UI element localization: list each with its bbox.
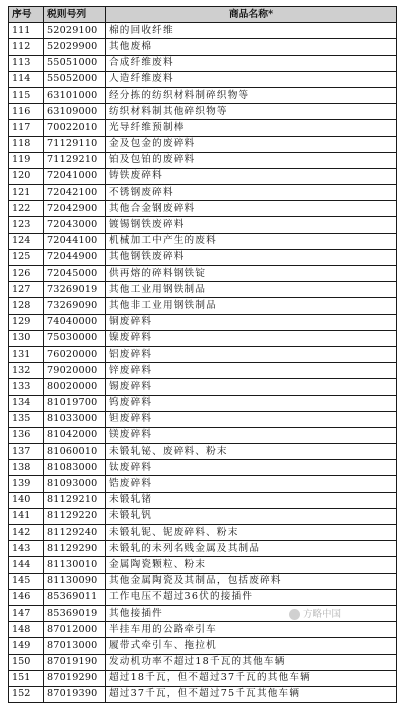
cell-tariff-code: 72043000 bbox=[44, 217, 106, 233]
cell-tariff-code: 87019190 bbox=[44, 654, 106, 670]
table-row bbox=[9, 589, 397, 605]
table-row bbox=[9, 217, 397, 233]
table-row bbox=[9, 266, 397, 282]
table-row bbox=[9, 460, 397, 476]
cell-serial-number: 140 bbox=[9, 492, 44, 508]
cell-product-name: 超过18千瓦，但不超过37千瓦的其他车辆 bbox=[106, 670, 397, 686]
cell-product-name: 钨废碎料 bbox=[106, 395, 397, 411]
table-row bbox=[9, 233, 397, 249]
cell-serial-number: 137 bbox=[9, 444, 44, 460]
cell-product-name: 其他合金钢废碎料 bbox=[106, 201, 397, 217]
cell-product-name: 其他钢铁废碎料 bbox=[106, 249, 397, 265]
table-row bbox=[9, 363, 397, 379]
cell-serial-number: 126 bbox=[9, 266, 44, 282]
table-row bbox=[9, 136, 397, 152]
cell-product-name: 超过37千瓦，但不超过75千瓦其他车辆 bbox=[106, 686, 397, 702]
cell-tariff-code: 72044100 bbox=[44, 233, 106, 249]
table-row bbox=[9, 525, 397, 541]
table-row bbox=[9, 686, 397, 702]
header-tariff-code: 税则号列 bbox=[44, 7, 106, 23]
cell-serial-number: 134 bbox=[9, 395, 44, 411]
cell-serial-number: 133 bbox=[9, 379, 44, 395]
cell-product-name: 钽废碎料 bbox=[106, 411, 397, 427]
table-row bbox=[9, 541, 397, 557]
cell-product-name: 其他接插件 bbox=[106, 605, 397, 621]
cell-product-name: 其他金属陶瓷及其制品，包括废碎料 bbox=[106, 573, 397, 589]
table-row bbox=[9, 346, 397, 362]
cell-serial-number: 116 bbox=[9, 104, 44, 120]
cell-tariff-code: 72044900 bbox=[44, 249, 106, 265]
cell-product-name: 镍废碎料 bbox=[106, 330, 397, 346]
cell-tariff-code: 87012000 bbox=[44, 622, 106, 638]
cell-tariff-code: 87019390 bbox=[44, 686, 106, 702]
cell-product-name: 未锻轧的未列名贱金属及其制品 bbox=[106, 541, 397, 557]
cell-tariff-code: 73269019 bbox=[44, 282, 106, 298]
cell-serial-number: 135 bbox=[9, 411, 44, 427]
cell-product-name: 锡废碎料 bbox=[106, 379, 397, 395]
table-row bbox=[9, 168, 397, 184]
table-row bbox=[9, 573, 397, 589]
cell-tariff-code: 81083000 bbox=[44, 460, 106, 476]
cell-product-name: 经分拣的纺织材料制碎织物等 bbox=[106, 87, 397, 103]
cell-tariff-code: 81129290 bbox=[44, 541, 106, 557]
cell-tariff-code: 81060010 bbox=[44, 444, 106, 460]
cell-serial-number: 124 bbox=[9, 233, 44, 249]
cell-tariff-code: 73269090 bbox=[44, 298, 106, 314]
cell-serial-number: 127 bbox=[9, 282, 44, 298]
cell-tariff-code: 75030000 bbox=[44, 330, 106, 346]
table-row bbox=[9, 330, 397, 346]
cell-tariff-code: 76020000 bbox=[44, 346, 106, 362]
cell-tariff-code: 71129210 bbox=[44, 152, 106, 168]
cell-product-name: 其他非工业用钢铁制品 bbox=[106, 298, 397, 314]
table-row bbox=[9, 71, 397, 87]
cell-serial-number: 149 bbox=[9, 638, 44, 654]
cell-serial-number: 111 bbox=[9, 23, 44, 39]
cell-serial-number: 147 bbox=[9, 605, 44, 621]
cell-product-name: 镀锡钢铁废碎料 bbox=[106, 217, 397, 233]
table-row bbox=[9, 298, 397, 314]
cell-tariff-code: 85369019 bbox=[44, 605, 106, 621]
table-row bbox=[9, 185, 397, 201]
cell-product-name: 机械加工中产生的废料 bbox=[106, 233, 397, 249]
header-product-name: 商品名称* bbox=[106, 7, 397, 23]
cell-serial-number: 143 bbox=[9, 541, 44, 557]
cell-serial-number: 115 bbox=[9, 87, 44, 103]
table-body bbox=[9, 23, 397, 703]
cell-tariff-code: 70022010 bbox=[44, 120, 106, 136]
table-row bbox=[9, 104, 397, 120]
cell-tariff-code: 81130010 bbox=[44, 557, 106, 573]
cell-product-name: 锌废碎料 bbox=[106, 363, 397, 379]
cell-tariff-code: 52029100 bbox=[44, 23, 106, 39]
cell-product-name: 铸铁废碎料 bbox=[106, 168, 397, 184]
cell-serial-number: 122 bbox=[9, 201, 44, 217]
cell-serial-number: 152 bbox=[9, 686, 44, 702]
table-row bbox=[9, 282, 397, 298]
cell-serial-number: 113 bbox=[9, 55, 44, 71]
cell-serial-number: 114 bbox=[9, 71, 44, 87]
cell-product-name: 未锻轧钒 bbox=[106, 508, 397, 524]
cell-tariff-code: 81019700 bbox=[44, 395, 106, 411]
cell-serial-number: 139 bbox=[9, 476, 44, 492]
cell-tariff-code: 72042100 bbox=[44, 185, 106, 201]
header-serial-number: 序号 bbox=[9, 7, 44, 23]
cell-tariff-code: 80020000 bbox=[44, 379, 106, 395]
cell-product-name: 金属陶瓷颗粒、粉末 bbox=[106, 557, 397, 573]
cell-serial-number: 144 bbox=[9, 557, 44, 573]
table-row bbox=[9, 622, 397, 638]
cell-serial-number: 146 bbox=[9, 589, 44, 605]
cell-tariff-code: 81129240 bbox=[44, 525, 106, 541]
table-row bbox=[9, 201, 397, 217]
cell-tariff-code: 79020000 bbox=[44, 363, 106, 379]
cell-serial-number: 141 bbox=[9, 508, 44, 524]
table-row bbox=[9, 605, 397, 621]
cell-product-name: 钛废碎料 bbox=[106, 460, 397, 476]
cell-product-name: 棉的回收纤维 bbox=[106, 23, 397, 39]
cell-product-name: 光导纤维预制棒 bbox=[106, 120, 397, 136]
table-row bbox=[9, 55, 397, 71]
cell-tariff-code: 72045000 bbox=[44, 266, 106, 282]
cell-product-name: 锆废碎料 bbox=[106, 476, 397, 492]
cell-tariff-code: 72041000 bbox=[44, 168, 106, 184]
cell-serial-number: 132 bbox=[9, 363, 44, 379]
cell-tariff-code: 85369011 bbox=[44, 589, 106, 605]
table-row bbox=[9, 508, 397, 524]
cell-serial-number: 130 bbox=[9, 330, 44, 346]
cell-tariff-code: 81042000 bbox=[44, 427, 106, 443]
cell-tariff-code: 72042900 bbox=[44, 201, 106, 217]
tariff-table bbox=[8, 6, 397, 703]
cell-product-name: 半挂车用的公路牵引车 bbox=[106, 622, 397, 638]
cell-serial-number: 129 bbox=[9, 314, 44, 330]
cell-product-name: 纺织材料制其他碎织物等 bbox=[106, 104, 397, 120]
cell-tariff-code: 63101000 bbox=[44, 87, 106, 103]
cell-product-name: 供再熔的碎料钢铁锭 bbox=[106, 266, 397, 282]
cell-product-name: 发动机功率不超过18千瓦的其他车辆 bbox=[106, 654, 397, 670]
cell-product-name: 未锻轧铋、废碎料、粉末 bbox=[106, 444, 397, 460]
cell-serial-number: 136 bbox=[9, 427, 44, 443]
cell-product-name: 履带式牵引车、拖拉机 bbox=[106, 638, 397, 654]
cell-serial-number: 118 bbox=[9, 136, 44, 152]
cell-serial-number: 145 bbox=[9, 573, 44, 589]
table-header-row bbox=[9, 7, 397, 23]
cell-tariff-code: 52029900 bbox=[44, 39, 106, 55]
cell-product-name: 未锻轧锗 bbox=[106, 492, 397, 508]
cell-serial-number: 123 bbox=[9, 217, 44, 233]
table-row bbox=[9, 87, 397, 103]
cell-product-name: 人造纤维废料 bbox=[106, 71, 397, 87]
table-row bbox=[9, 411, 397, 427]
cell-tariff-code: 81129210 bbox=[44, 492, 106, 508]
cell-tariff-code: 55051000 bbox=[44, 55, 106, 71]
cell-product-name: 金及包金的废碎料 bbox=[106, 136, 397, 152]
table-row bbox=[9, 492, 397, 508]
watermark-text: 方略中国 bbox=[303, 609, 342, 620]
cell-serial-number: 128 bbox=[9, 298, 44, 314]
cell-serial-number: 117 bbox=[9, 120, 44, 136]
table-row bbox=[9, 314, 397, 330]
table-row bbox=[9, 670, 397, 686]
cell-tariff-code: 81033000 bbox=[44, 411, 106, 427]
cell-product-name: 铂及包铂的废碎料 bbox=[106, 152, 397, 168]
cell-serial-number: 142 bbox=[9, 525, 44, 541]
cell-tariff-code: 81130090 bbox=[44, 573, 106, 589]
cell-product-name: 其他工业用钢铁制品 bbox=[106, 282, 397, 298]
table-row bbox=[9, 120, 397, 136]
table-row bbox=[9, 39, 397, 55]
cell-tariff-code: 87013000 bbox=[44, 638, 106, 654]
cell-serial-number: 119 bbox=[9, 152, 44, 168]
table-row bbox=[9, 427, 397, 443]
table-row bbox=[9, 557, 397, 573]
cell-tariff-code: 71129110 bbox=[44, 136, 106, 152]
table-row bbox=[9, 476, 397, 492]
cell-product-name: 不锈钢废碎料 bbox=[106, 185, 397, 201]
cell-product-name: 铝废碎料 bbox=[106, 346, 397, 362]
cell-serial-number: 151 bbox=[9, 670, 44, 686]
table-row bbox=[9, 379, 397, 395]
cell-serial-number: 150 bbox=[9, 654, 44, 670]
cell-serial-number: 138 bbox=[9, 460, 44, 476]
table-row bbox=[9, 152, 397, 168]
cell-product-name: 合成纤维废料 bbox=[106, 55, 397, 71]
table-row bbox=[9, 444, 397, 460]
table-row bbox=[9, 23, 397, 39]
table-row bbox=[9, 395, 397, 411]
cell-serial-number: 121 bbox=[9, 185, 44, 201]
cell-tariff-code: 81093000 bbox=[44, 476, 106, 492]
cell-product-name: 铜废碎料 bbox=[106, 314, 397, 330]
cell-product-name: 镁废碎料 bbox=[106, 427, 397, 443]
cell-tariff-code: 81129220 bbox=[44, 508, 106, 524]
cell-tariff-code: 87019290 bbox=[44, 670, 106, 686]
cell-serial-number: 131 bbox=[9, 346, 44, 362]
cell-serial-number: 148 bbox=[9, 622, 44, 638]
cell-tariff-code: 63109000 bbox=[44, 104, 106, 120]
cell-product-name: 其他废棉 bbox=[106, 39, 397, 55]
cell-serial-number: 125 bbox=[9, 249, 44, 265]
cell-tariff-code: 55052000 bbox=[44, 71, 106, 87]
cell-tariff-code: 74040000 bbox=[44, 314, 106, 330]
table-row bbox=[9, 638, 397, 654]
cell-product-name: 未锻轧铌、铌废碎料、粉末 bbox=[106, 525, 397, 541]
table-row bbox=[9, 249, 397, 265]
cell-product-name: 工作电压不超过36伏的接插件 bbox=[106, 589, 397, 605]
cell-serial-number: 112 bbox=[9, 39, 44, 55]
cell-serial-number: 120 bbox=[9, 168, 44, 184]
table-row bbox=[9, 654, 397, 670]
